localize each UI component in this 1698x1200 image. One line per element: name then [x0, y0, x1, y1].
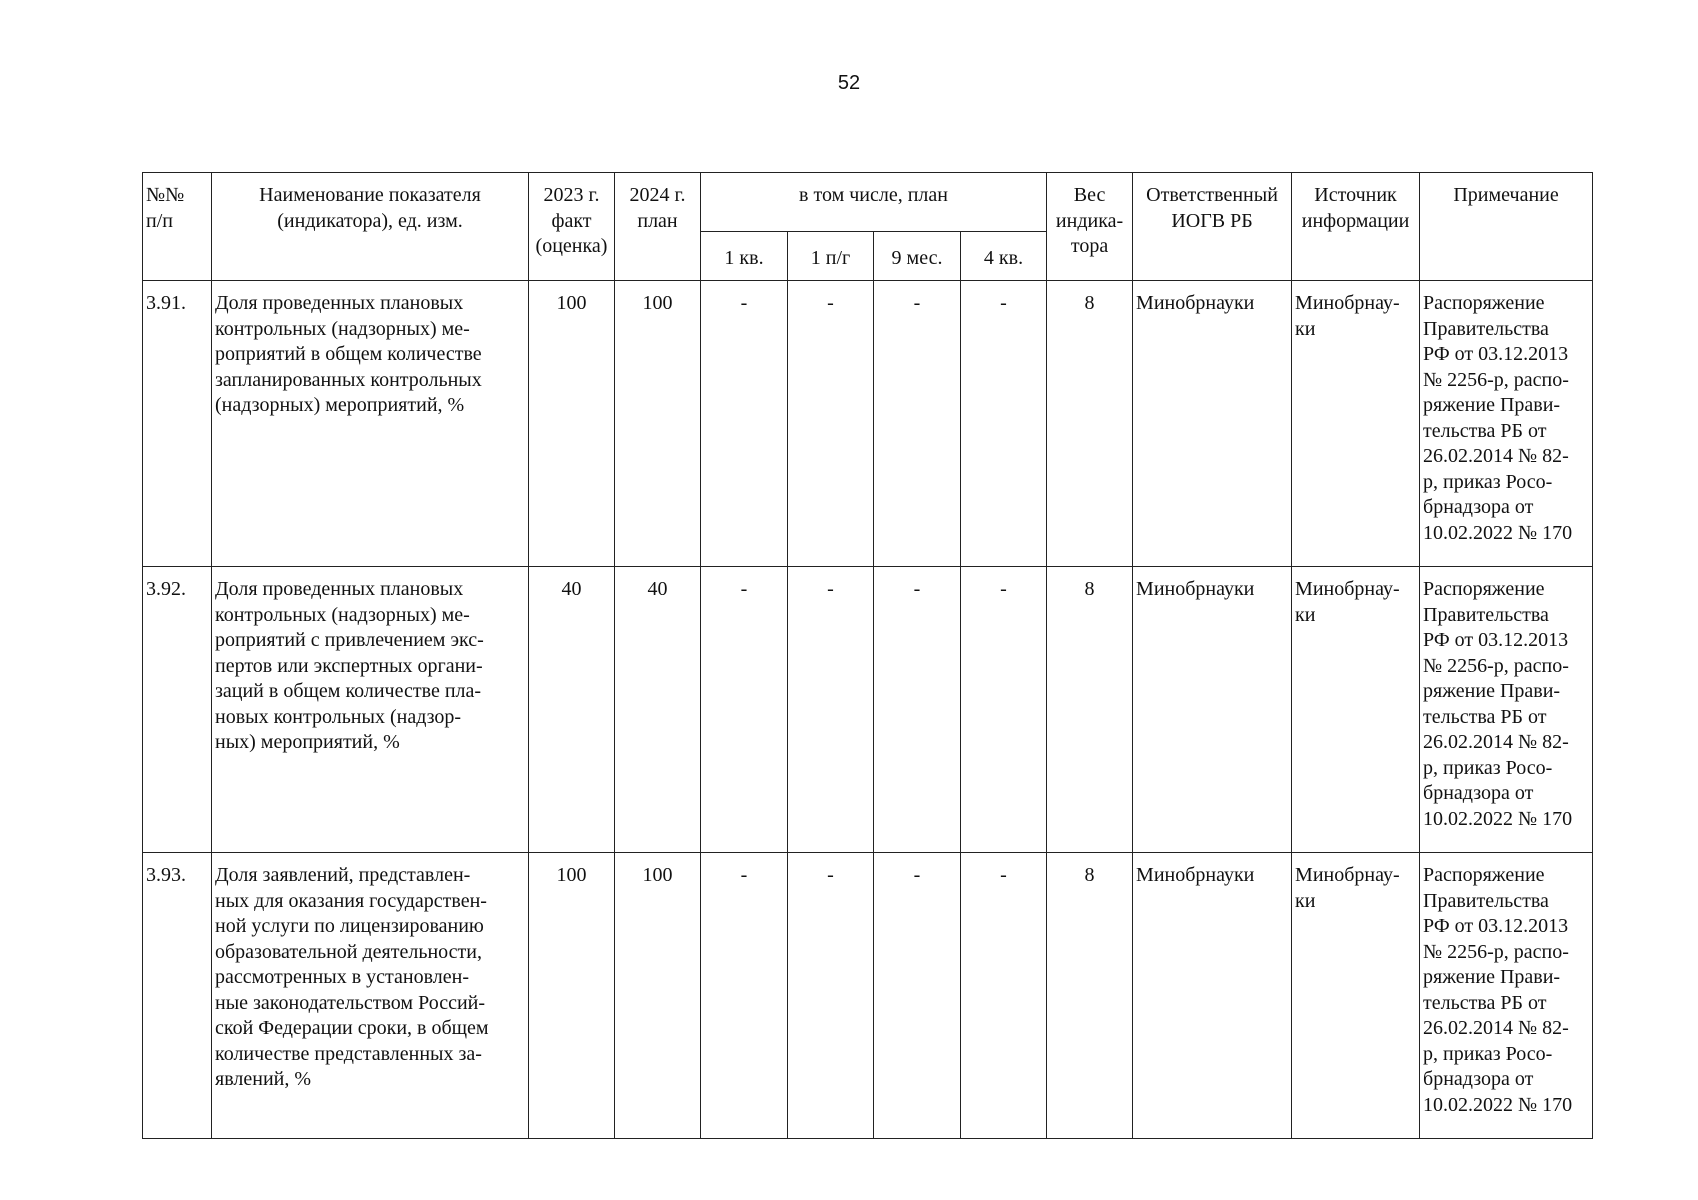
cell-plan-2024: 100 [615, 281, 701, 567]
cell-name: Доля заявлений, представлен- ных для оказания государствен- ной услуги по лицензированию образовательной деятельности, рассмотренных в установлен- ные законодательством Россий- ской Федерации сроки, в общем количестве представленных за- явлений, % [212, 853, 529, 1139]
cell-weight: 8 [1047, 281, 1133, 567]
cell-q1: - [701, 567, 788, 853]
cell-q4: - [961, 567, 1047, 853]
header-responsible: Ответственный ИОГВ РБ [1133, 173, 1292, 281]
cell-h1: - [788, 853, 874, 1139]
cell-fact-2023: 100 [529, 281, 615, 567]
header-h1: 1 п/г [788, 232, 874, 281]
table-row [143, 567, 1593, 853]
header-q4: 4 кв. [961, 232, 1047, 281]
cell-plan-2024: 40 [615, 567, 701, 853]
cell-num: 3.92. [143, 567, 212, 853]
cell-q4: - [961, 281, 1047, 567]
indicators-table [142, 172, 1593, 1139]
cell-source: Минобрнау- ки [1292, 853, 1420, 1139]
cell-name: Доля проведенных плановых контрольных (надзорных) ме- роприятий в общем количестве запланированных контрольных (надзорных) мероприятий, % [212, 281, 529, 567]
header-num: №№ п/п [143, 173, 212, 281]
cell-h1: - [788, 281, 874, 567]
header-including-plan: в том числе, план [701, 173, 1047, 232]
header-q1: 1 кв. [701, 232, 788, 281]
cell-num: 3.93. [143, 853, 212, 1139]
header-plan-2024: 2024 г. план [615, 173, 701, 281]
cell-9-months: - [874, 853, 961, 1139]
cell-responsible: Минобрнауки [1133, 853, 1292, 1139]
cell-q1: - [701, 853, 788, 1139]
header-row [143, 173, 1593, 232]
cell-name: Доля проведенных плановых контрольных (надзорных) ме- роприятий с привлечением экс- пертов или экспертных органи- заций в общем количестве пла- новых контрольных (надзор- ных) мероприятий, % [212, 567, 529, 853]
cell-q1: - [701, 281, 788, 567]
header-name: Наименование показателя (индикатора), ед. изм. [212, 173, 529, 281]
header-note: Примечание [1420, 173, 1593, 281]
cell-plan-2024: 100 [615, 853, 701, 1139]
cell-note: Распоряжение Правительства РФ от 03.12.2013 № 2256-р, распо- ряжение Прави- тельства РБ от 26.02.2014 № 82- р, приказ Росо- брнадзора от 10.02.2022 № 170 [1420, 853, 1593, 1139]
cell-note: Распоряжение Правительства РФ от 03.12.2013 № 2256-р, распо- ряжение Прави- тельства РБ от 26.02.2014 № 82- р, приказ Росо- брнадзора от 10.02.2022 № 170 [1420, 567, 1593, 853]
cell-9-months: - [874, 567, 961, 853]
header-source: Источник информации [1292, 173, 1420, 281]
cell-responsible: Минобрнауки [1133, 567, 1292, 853]
cell-num: 3.91. [143, 281, 212, 567]
header-weight: Вес индика- тора [1047, 173, 1133, 281]
cell-weight: 8 [1047, 853, 1133, 1139]
table-row [143, 853, 1593, 1139]
cell-fact-2023: 100 [529, 853, 615, 1139]
cell-responsible: Минобрнауки [1133, 281, 1292, 567]
cell-source: Минобрнау- ки [1292, 567, 1420, 853]
cell-note: Распоряжение Правительства РФ от 03.12.2013 № 2256-р, распо- ряжение Прави- тельства РБ от 26.02.2014 № 82- р, приказ Росо- брнадзора от 10.02.2022 № 170 [1420, 281, 1593, 567]
cell-h1: - [788, 567, 874, 853]
header-9-months: 9 мес. [874, 232, 961, 281]
cell-fact-2023: 40 [529, 567, 615, 853]
cell-weight: 8 [1047, 567, 1133, 853]
cell-9-months: - [874, 281, 961, 567]
table-row [143, 281, 1593, 567]
cell-q4: - [961, 853, 1047, 1139]
page-number: 52 [837, 72, 861, 94]
cell-source: Минобрнау- ки [1292, 281, 1420, 567]
header-fact-2023: 2023 г. факт (оценка) [529, 173, 615, 281]
